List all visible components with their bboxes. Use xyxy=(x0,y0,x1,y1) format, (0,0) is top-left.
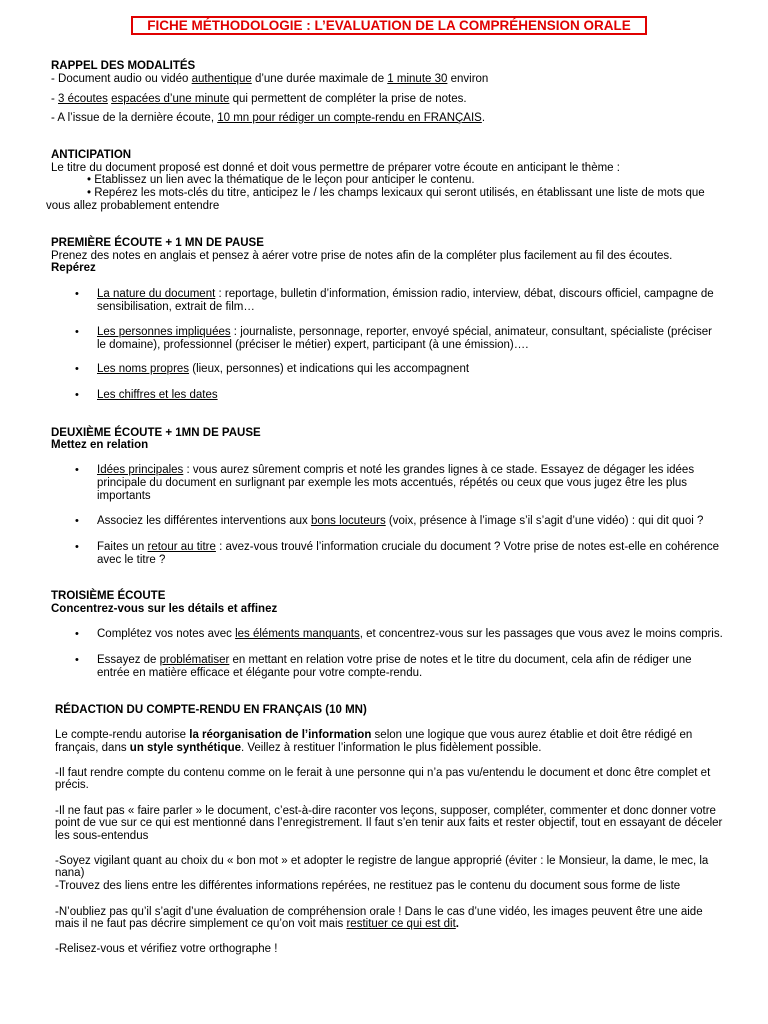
redaction-p2-line-1: -Il faut rendre compte du contenu comme on le ferait à une personne qui n’a pas vu/entendu le document et donc être complet et xyxy=(55,767,711,779)
bullet-icon: • xyxy=(75,389,79,401)
redaction-p6: -Relisez-vous et vérifiez votre orthographe ! xyxy=(55,943,278,955)
redaction-p5-line-2: mais il ne faut pas décrire simplement ce qu’on voit mais restituer ce qui est dit. xyxy=(55,918,459,930)
premiere-bullet-1-cont: sensibilisation, extrait de film… xyxy=(97,301,255,313)
section-heading-rappel: RAPPEL DES MODALITÉS xyxy=(51,60,196,72)
redaction-p1-line-1: Le compte-rendu autorise la réorganisation de l’information selon une logique que vous aurez établie et doit être rédigé en xyxy=(55,729,693,741)
premiere-bullet-1: La nature du document : reportage, bulletin d’information, émission radio, interview, débat, discours officiel, campagne de xyxy=(97,288,714,300)
premiere-bullet-4: Les chiffres et les dates xyxy=(97,389,218,401)
deuxieme-bullet-2: Associez les différentes interventions aux bons locuteurs (voix, présence à l’image s’il s’agit d’une vidéo) : qui dit quoi ? xyxy=(97,515,704,527)
redaction-p3-line-3: les sous-entendus xyxy=(55,830,149,842)
bullet-icon: • xyxy=(75,628,79,640)
bullet-icon: • xyxy=(75,464,79,476)
bullet-icon: • xyxy=(75,288,79,300)
premiere-bullet-3: Les noms propres (lieux, personnes) et indications qui les accompagnent xyxy=(97,363,470,375)
redaction-p4-line-2: nana) xyxy=(55,867,85,879)
redaction-p3-line-2: point de vue sur ce qui est mentionné dans l’enregistrement. Il faut s’en tenir aux faits et rester objectif, tout en essayant de déceler xyxy=(55,817,723,829)
troisieme-subheading: Concentrez-vous sur les détails et affinez xyxy=(51,603,278,615)
deuxieme-bullet-1-cont: principale du document en surlignant par exemple les mots accentués, répétés ou ceux que vous jugez être les plus xyxy=(97,477,688,489)
bullet-icon: • xyxy=(75,654,79,666)
premiere-bullet-2-cont: le domaine), professionnel (préciser le métier) expert, participant (à une émission)…. xyxy=(97,339,529,351)
deuxieme-bullet-3: Faites un retour au titre : avez-vous trouvé l’information cruciale du document ? Votre prise de notes est-elle en cohérence xyxy=(97,541,719,553)
section-heading-troisieme: TROISIÈME ÉCOUTE xyxy=(51,590,166,602)
redaction-p4-line-3: -Trouvez des liens entre les différentes informations repérées, ne restituez pas le contenu du document sous forme de liste xyxy=(55,880,681,892)
section-heading-premiere: PREMIÈRE ÉCOUTE + 1 MN DE PAUSE xyxy=(51,237,264,249)
bullet-icon: • xyxy=(75,326,79,338)
anticipation-line-1: Le titre du document proposé est donné et doit vous permettre de préparer votre écoute en anticipant le thème : xyxy=(51,162,620,174)
troisieme-bullet-2: Essayez de problématiser en mettant en relation votre prise de notes et le titre du document, cela afin de rédiger une xyxy=(97,654,692,666)
redaction-p4-line-1: -Soyez vigilant quant au choix du « bon mot » et adopter le registre de langue approprié (éviter : le Monsieur, la dame, le mec, la xyxy=(55,855,709,867)
premiere-bullet-2: Les personnes impliquées : journaliste, personnage, reporter, envoyé spécial, animateur, consultant, spécialiste (préciser xyxy=(97,326,712,338)
redaction-p5-line-1: -N’oubliez pas qu’il s’agit d’une évaluation de compréhension orale ! Dans le cas d’une vidéo, les images peuvent être une aide xyxy=(55,906,703,918)
page-title: FICHE MÉTHODOLOGIE : L’EVALUATION DE LA COMPRÉHENSION ORALE xyxy=(131,16,647,35)
section-heading-deuxieme: DEUXIÈME ÉCOUTE + 1MN DE PAUSE xyxy=(51,427,261,439)
rappel-line-3: - A l’issue de la dernière écoute, 10 mn pour rédiger un compte-rendu en FRANÇAIS. xyxy=(51,112,486,124)
redaction-p1-line-2: français, dans un style synthétique. Veillez à restituer l’information le plus fidèlement possible. xyxy=(55,742,542,754)
deuxieme-bullet-1: Idées principales : vous aurez sûrement compris et noté les grandes lignes à ce stade. Essayez de dégager les idées xyxy=(97,464,695,476)
bullet-icon: • xyxy=(75,541,79,553)
redaction-p3-line-1: -Il ne faut pas « faire parler » le document, c’est-à-dire raconter vos leçons, supposer, compléter, commenter et donc donner votre xyxy=(55,805,716,817)
section-heading-redaction: RÉDACTION DU COMPTE-RENDU EN FRANÇAIS (10 MN) xyxy=(55,704,367,716)
deuxieme-subheading: Mettez en relation xyxy=(51,439,149,451)
anticipation-line-4: vous allez probablement entendre xyxy=(46,200,220,212)
bullet-icon: • xyxy=(75,363,79,375)
premiere-subheading: Repérez xyxy=(51,262,96,274)
section-heading-anticipation: ANTICIPATION xyxy=(51,149,132,161)
troisieme-bullet-1: Complétez vos notes avec les éléments manquants, et concentrez-vous sur les passages que vous avez le moins compris. xyxy=(97,628,723,640)
deuxieme-bullet-3-cont: avec le titre ? xyxy=(97,554,166,566)
anticipation-line-2: • Etablissez un lien avec la thématique de le leçon pour anticiper le contenu. xyxy=(87,174,475,186)
redaction-p2-line-2: précis. xyxy=(55,779,89,791)
bullet-icon: • xyxy=(75,515,79,527)
anticipation-line-3: • Repérez les mots-clés du titre, anticipez le / les champs lexicaux qui seront utilisés, en établissant une liste de mots que xyxy=(87,187,705,199)
premiere-line-1: Prenez des notes en anglais et pensez à aérer votre prise de notes afin de la compléter plus facilement au fil des écoutes. xyxy=(51,250,673,262)
deuxieme-bullet-1-cont2: importants xyxy=(97,490,151,502)
troisieme-bullet-2-cont: entrée en matière efficace et élégante pour votre compte-rendu. xyxy=(97,667,423,679)
rappel-line-2: - 3 écoutes espacées d’une minute qui permettent de compléter la prise de notes. xyxy=(51,93,467,105)
rappel-line-1: - Document audio ou vidéo authentique d’une durée maximale de 1 minute 30 environ xyxy=(51,73,489,85)
